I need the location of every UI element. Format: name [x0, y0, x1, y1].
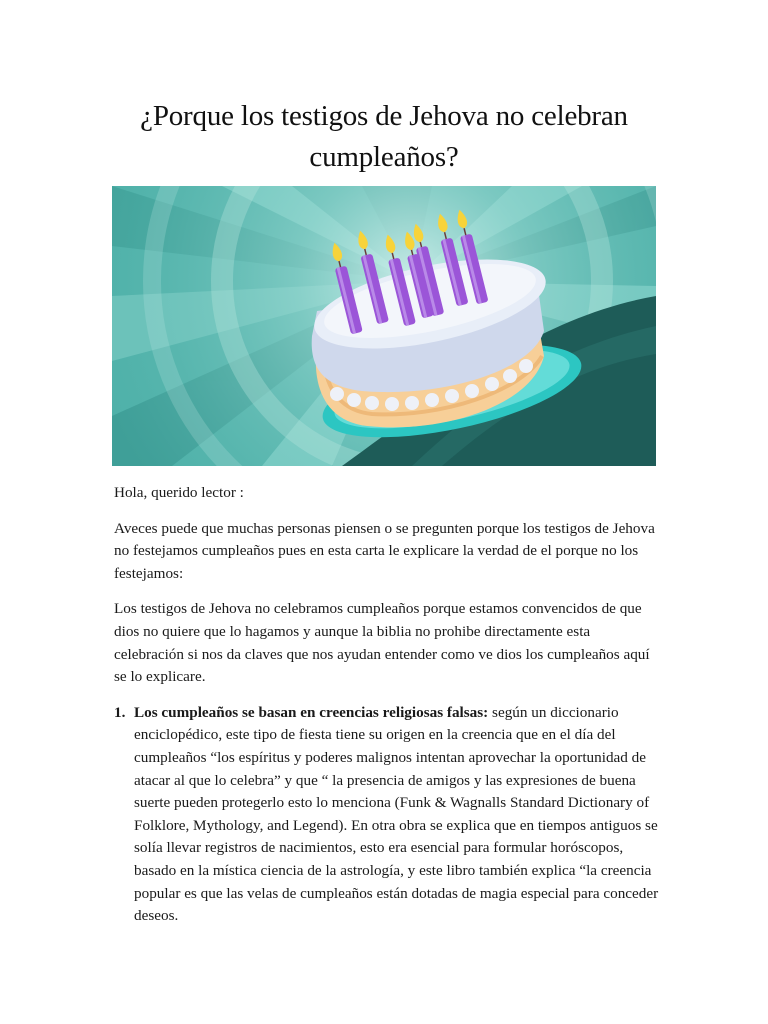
- reasons-list: [114, 702, 660, 928]
- list-item-heading: Los cumpleaños se basan en creencias religiosas falsas:: [134, 703, 489, 721]
- paragraph-explanation: Los testigos de Jehova no celebramos cumpleaños porque estamos convencidos de que dios no quiere que lo hagamos y aunque la biblia no prohibe directamente esta celebración si nos da claves que nos ayudan entender como ve dios los cumpleaños aquí se lo explicare.: [114, 600, 650, 686]
- page-title: ¿Porque los testigos de Jehova no celebran cumpleaños?: [140, 100, 628, 173]
- letter-body: [114, 482, 660, 928]
- list-item-text: según un diccionario enciclopédico, este tipo de fiesta tiene su origen en la creencia que en el día del cumpleaños “los espíritus y poderes malignos intentan aprovechar la oportunidad de atacar al que lo celebra” y que “ la presencia de amigos y las expresiones de buena suerte pueden protegerlo esto lo menciona (Funk & Wagnalls Standard Dictionary of Folklore, Mythology, and Legend). En otra obra se explica que en tiempos antiguos se solía llevar registros de nacimientos, esto era esencial para formular horóscopos, basado en la mística ciencia de la astrología, y este libro también explica “la creencia popular es que las velas de cumpleaños están dotadas de magia especial para conceder deseos.: [134, 703, 659, 925]
- birthday-cake-illustration: [112, 186, 656, 466]
- list-item: [114, 702, 660, 928]
- greeting: Hola, querido lector :: [114, 484, 244, 501]
- list-number: 1.: [114, 703, 126, 721]
- cake-image: [112, 186, 656, 466]
- paragraph-intro: Aveces puede que muchas personas piensen o se pregunten porque los testigos de Jehova no festejamos cumpleaños pues en esta carta le explicare la verdad de el porque no los festejamos:: [114, 519, 655, 582]
